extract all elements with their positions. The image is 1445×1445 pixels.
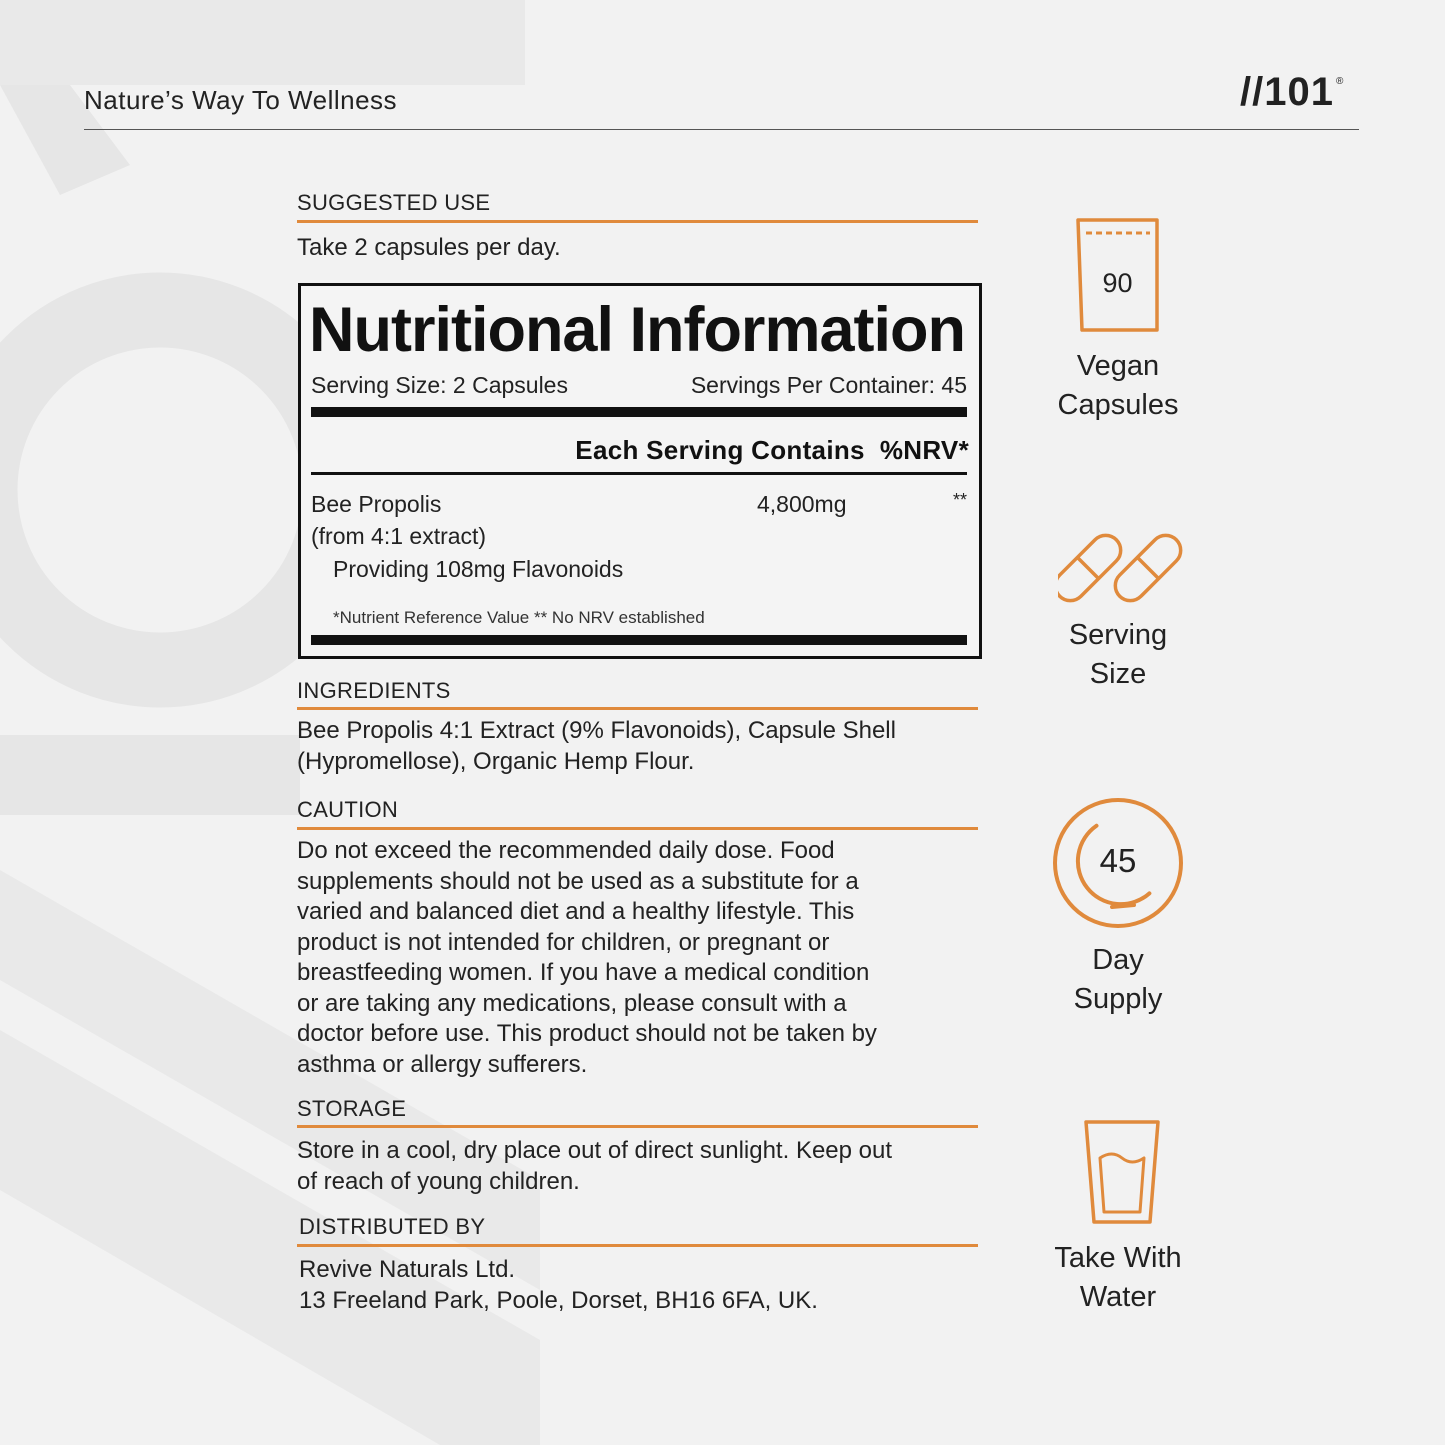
day-count: 45 bbox=[1099, 842, 1137, 879]
ingredients-line: (Hypromellose), Organic Hemp Flour. bbox=[297, 747, 695, 775]
capsules-icon bbox=[1058, 525, 1198, 610]
nutrition-title: Nutritional Information bbox=[309, 295, 965, 365]
caution-line: product is not intended for children, or pregnant or bbox=[297, 928, 830, 956]
servings-per-container: Servings Per Container: 45 bbox=[690, 372, 967, 398]
take-with-water-label bbox=[1008, 1239, 1228, 1317]
vegan-capsules-label bbox=[1008, 347, 1228, 425]
caution-line: supplements should not be used as a substitute for a bbox=[297, 867, 859, 895]
caution-line: asthma or allergy sufferers. bbox=[297, 1050, 588, 1078]
caution-title: CAUTION bbox=[297, 797, 399, 822]
caution-text bbox=[297, 836, 987, 1080]
caution-line: Do not exceed the recommended daily dose. Food bbox=[297, 837, 835, 864]
caution-line: varied and balanced diet and a healthy lifestyle. This bbox=[297, 898, 855, 925]
brand-logo bbox=[1240, 70, 1344, 115]
pouch-count: 90 bbox=[1102, 268, 1133, 298]
feature-line: Water bbox=[1079, 1281, 1157, 1313]
storage-title: STORAGE bbox=[297, 1096, 407, 1121]
ingredients-line: Bee Propolis 4:1 Extract (9% Flavonoids), Capsule Shell bbox=[297, 717, 896, 744]
nutrient-name: Bee Propolis bbox=[311, 491, 442, 517]
feature-line: Size bbox=[1089, 658, 1147, 690]
suggested-use-text: Take 2 capsules per day. bbox=[297, 234, 561, 261]
nutrition-box bbox=[298, 283, 982, 659]
feature-line: Day bbox=[1092, 944, 1144, 976]
ingredients-title: INGREDIENTS bbox=[297, 678, 451, 703]
caution-line: or are taking any medications, please consult with a bbox=[297, 989, 847, 1017]
nutrition-thin-rule bbox=[311, 472, 967, 475]
day-supply-label bbox=[1008, 941, 1228, 1019]
suggested-use-title: SUGGESTED USE bbox=[297, 190, 491, 215]
nutrition-bottom-rule bbox=[311, 635, 967, 645]
ingredients-rule bbox=[297, 707, 978, 710]
ingredients-text bbox=[297, 716, 978, 777]
serving-size: Serving Size: 2 Capsules bbox=[311, 372, 568, 398]
tagline: Nature’s Way To Wellness bbox=[84, 85, 398, 115]
caution-rule bbox=[297, 827, 978, 830]
nutrition-column-header: Each Serving Contains %NRV* bbox=[575, 435, 969, 465]
registered-mark: ® bbox=[1335, 76, 1345, 87]
feature-line: Take With bbox=[1054, 1242, 1182, 1274]
serving-size-label bbox=[1008, 616, 1228, 694]
distributor-line: 13 Freeland Park, Poole, Dorset, BH16 6FA, UK. bbox=[299, 1286, 818, 1314]
storage-text bbox=[297, 1136, 987, 1197]
storage-line: of reach of young children. bbox=[297, 1167, 580, 1195]
nutrient-detail: Providing 108mg Flavonoids bbox=[333, 556, 624, 582]
nutrient-nrv: ** bbox=[952, 490, 967, 510]
nutrition-thick-rule bbox=[311, 407, 967, 417]
logo-text: //101 bbox=[1240, 70, 1334, 114]
feature-line: Vegan bbox=[1076, 350, 1160, 382]
distributor-line: Revive Naturals Ltd. bbox=[299, 1256, 516, 1283]
feature-line: Serving bbox=[1068, 619, 1168, 651]
nutrient-amount: 4,800mg bbox=[757, 491, 847, 517]
distributor-rule bbox=[297, 1244, 978, 1247]
caution-line: doctor before use. This product should not be taken by bbox=[297, 1020, 877, 1047]
distributor-title: DISTRIBUTED BY bbox=[299, 1214, 486, 1239]
feature-line: Supply bbox=[1073, 983, 1163, 1015]
distributor-text bbox=[299, 1255, 989, 1316]
header-divider bbox=[84, 129, 1359, 130]
water-glass-icon bbox=[1082, 1118, 1162, 1226]
storage-rule bbox=[297, 1125, 978, 1128]
suggested-use-rule bbox=[297, 220, 978, 223]
nutrition-footnote: *Nutrient Reference Value ** No NRV established bbox=[333, 608, 705, 627]
feature-line: Capsules bbox=[1057, 389, 1179, 421]
nutrient-source: (from 4:1 extract) bbox=[311, 523, 487, 549]
storage-line: Store in a cool, dry place out of direct sunlight. Keep out bbox=[297, 1137, 893, 1164]
caution-line: breastfeeding women. If you have a medical condition bbox=[297, 959, 870, 986]
